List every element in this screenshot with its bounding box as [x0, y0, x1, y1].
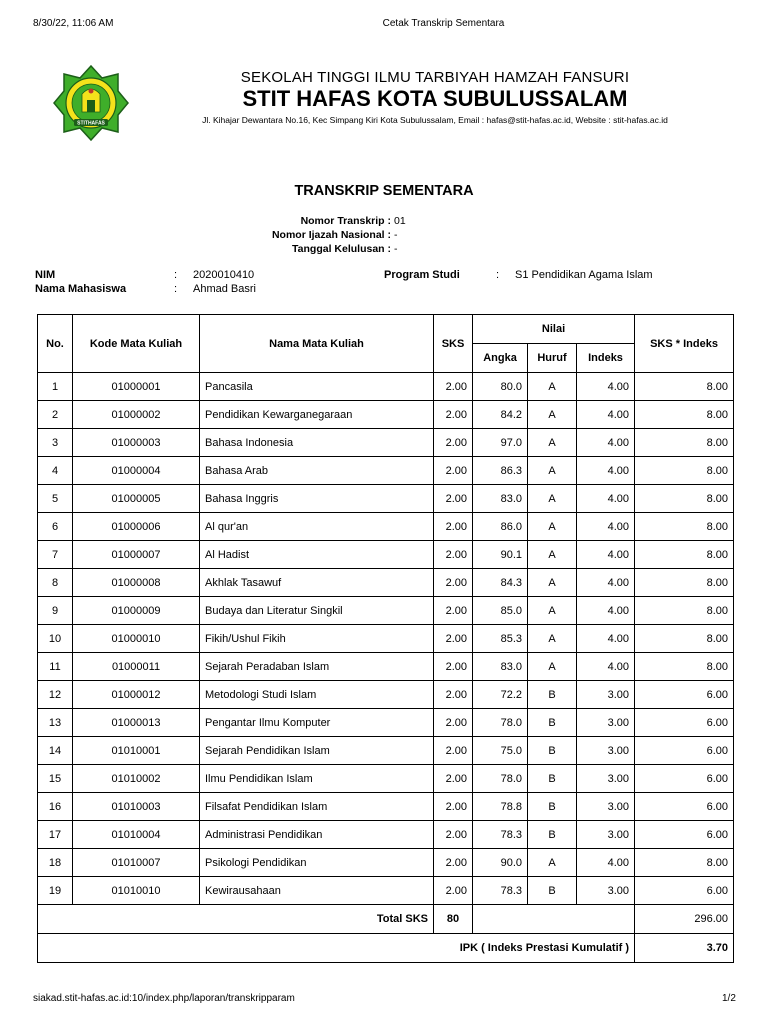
row-sks: 2.00: [434, 849, 473, 877]
row-no: 8: [38, 569, 73, 597]
row-no: 12: [38, 681, 73, 709]
row-angka: 78.8: [473, 793, 528, 821]
header-sks: SKS: [434, 315, 473, 373]
grades-table: [37, 314, 734, 963]
row-indeks: 4.00: [577, 513, 635, 541]
row-course-code: 01010004: [73, 821, 200, 849]
row-no: 7: [38, 541, 73, 569]
row-sks: 2.00: [434, 765, 473, 793]
program-label: Program Studi: [384, 269, 460, 281]
row-indeks: 3.00: [577, 821, 635, 849]
document-title: TRANSKRIP SEMENTARA: [294, 183, 474, 199]
transcript-number-value: 01: [394, 215, 406, 227]
graduation-date-value: -: [394, 243, 398, 255]
row-angka: 78.3: [473, 877, 528, 905]
row-huruf: A: [528, 597, 577, 625]
row-course-name: Al qur'an: [200, 513, 434, 541]
row-huruf: B: [528, 709, 577, 737]
row-angka: 84.3: [473, 569, 528, 597]
row-sks: 2.00: [434, 513, 473, 541]
table-row: [38, 429, 734, 457]
row-course-name: Administrasi Pendidikan: [200, 821, 434, 849]
table-row: [38, 709, 734, 737]
row-sks-index: 8.00: [635, 625, 734, 653]
transcript-number-label: Nomor Transkrip :: [300, 215, 391, 227]
row-no: 14: [38, 737, 73, 765]
row-sks: 2.00: [434, 485, 473, 513]
row-sks: 2.00: [434, 401, 473, 429]
row-huruf: A: [528, 457, 577, 485]
row-sks: 2.00: [434, 681, 473, 709]
row-course-code: 01000012: [73, 681, 200, 709]
header-course-name: Nama Mata Kuliah: [200, 315, 434, 373]
header-no: No.: [38, 315, 73, 373]
row-course-name: Sejarah Pendidikan Islam: [200, 737, 434, 765]
table-row: [38, 653, 734, 681]
row-no: 10: [38, 625, 73, 653]
row-course-name: Filsafat Pendidikan Islam: [200, 793, 434, 821]
row-course-name: Bahasa Indonesia: [200, 429, 434, 457]
ipk-value: 3.70: [635, 934, 734, 963]
row-course-code: 01000004: [73, 457, 200, 485]
row-course-name: Pendidikan Kewarganegaraan: [200, 401, 434, 429]
row-course-code: 01000009: [73, 597, 200, 625]
table-row: [38, 793, 734, 821]
table-row: [38, 485, 734, 513]
print-url: siakad.stit-hafas.ac.id:10/index.php/laporan/transkripparam: [33, 993, 295, 1004]
row-no: 13: [38, 709, 73, 737]
row-indeks: 3.00: [577, 793, 635, 821]
row-course-code: 01010010: [73, 877, 200, 905]
row-course-code: 01010003: [73, 793, 200, 821]
row-angka: 86.0: [473, 513, 528, 541]
row-huruf: B: [528, 765, 577, 793]
nim-label: NIM: [35, 269, 56, 281]
row-indeks: 4.00: [577, 429, 635, 457]
row-sks-index: 6.00: [635, 765, 734, 793]
row-no: 3: [38, 429, 73, 457]
row-course-name: Pengantar Ilmu Komputer: [200, 709, 434, 737]
row-huruf: B: [528, 737, 577, 765]
row-sks: 2.00: [434, 373, 473, 401]
row-no: 5: [38, 485, 73, 513]
row-huruf: A: [528, 373, 577, 401]
row-course-name: Akhlak Tasawuf: [200, 569, 434, 597]
row-sks: 2.00: [434, 877, 473, 905]
row-course-code: 01010001: [73, 737, 200, 765]
row-angka: 78.0: [473, 709, 528, 737]
row-sks: 2.00: [434, 429, 473, 457]
row-angka: 85.0: [473, 597, 528, 625]
row-angka: 78.3: [473, 821, 528, 849]
row-sks: 2.00: [434, 793, 473, 821]
nim-value: 2020010410: [193, 269, 255, 281]
row-sks-index: 6.00: [635, 737, 734, 765]
student-name-value: Ahmad Basri: [193, 283, 256, 295]
print-datetime: 8/30/22, 11:06 AM: [33, 18, 114, 29]
table-row: [38, 877, 734, 905]
row-sks: 2.00: [434, 653, 473, 681]
row-angka: 90.0: [473, 849, 528, 877]
table-row: [38, 401, 734, 429]
row-angka: 90.1: [473, 541, 528, 569]
row-angka: 83.0: [473, 653, 528, 681]
row-indeks: 4.00: [577, 457, 635, 485]
row-indeks: 3.00: [577, 877, 635, 905]
row-no: 16: [38, 793, 73, 821]
table-row: [38, 569, 734, 597]
row-course-name: Al Hadist: [200, 541, 434, 569]
row-course-name: Bahasa Arab: [200, 457, 434, 485]
row-course-code: 01000005: [73, 485, 200, 513]
row-course-code: 01010002: [73, 765, 200, 793]
header-indeks: Indeks: [577, 344, 635, 373]
row-course-code: 01000006: [73, 513, 200, 541]
row-no: 1: [38, 373, 73, 401]
diploma-number-value: -: [394, 229, 398, 241]
row-course-code: 01000003: [73, 429, 200, 457]
row-sks-index: 8.00: [635, 429, 734, 457]
nim-separator: :: [174, 269, 178, 281]
row-sks: 2.00: [434, 597, 473, 625]
row-course-code: 01000001: [73, 373, 200, 401]
row-sks-index: 6.00: [635, 793, 734, 821]
row-no: 4: [38, 457, 73, 485]
row-no: 15: [38, 765, 73, 793]
row-sks-index: 8.00: [635, 513, 734, 541]
row-no: 2: [38, 401, 73, 429]
row-angka: 72.2: [473, 681, 528, 709]
row-indeks: 4.00: [577, 653, 635, 681]
school-address: Jl. Kihajar Dewantara No.16, Kec Simpang Kiri Kota Subulussalam, Email : hafas@stit-hafas.ac.id, Website : stit-hafas.ac.id: [202, 115, 668, 125]
table-row: [38, 597, 734, 625]
school-short-name: STIT HAFAS KOTA SUBULUSSALAM: [242, 86, 628, 111]
table-row: [38, 849, 734, 877]
row-indeks: 3.00: [577, 709, 635, 737]
row-sks: 2.00: [434, 821, 473, 849]
row-course-name: Fikih/Ushul Fikih: [200, 625, 434, 653]
total-sks-label: Total SKS: [38, 905, 434, 934]
row-sks-index: 8.00: [635, 849, 734, 877]
row-huruf: A: [528, 429, 577, 457]
row-no: 9: [38, 597, 73, 625]
row-course-name: Budaya dan Literatur Singkil: [200, 597, 434, 625]
row-huruf: B: [528, 821, 577, 849]
table-row: [38, 737, 734, 765]
row-sks-index: 8.00: [635, 401, 734, 429]
header-course-code: Kode Mata Kuliah: [73, 315, 200, 373]
row-sks-index: 8.00: [635, 373, 734, 401]
row-huruf: A: [528, 653, 577, 681]
row-sks: 2.00: [434, 625, 473, 653]
graduation-date-label: Tanggal Kelulusan :: [292, 243, 391, 255]
row-course-name: Psikologi Pendidikan: [200, 849, 434, 877]
student-name-separator: :: [174, 283, 178, 295]
total-sks-blank: [473, 905, 635, 934]
row-huruf: A: [528, 401, 577, 429]
grade-rows: [38, 373, 734, 905]
row-angka: 78.0: [473, 765, 528, 793]
row-course-name: Metodologi Studi Islam: [200, 681, 434, 709]
print-page-title: Cetak Transkrip Sementara: [382, 18, 505, 29]
header-sks-index: SKS * Indeks: [635, 315, 734, 373]
program-separator: :: [496, 269, 500, 281]
row-sks-index: 8.00: [635, 457, 734, 485]
row-indeks: 4.00: [577, 373, 635, 401]
table-row: [38, 821, 734, 849]
total-sks-value: 80: [434, 905, 473, 934]
row-angka: 75.0: [473, 737, 528, 765]
row-angka: 84.2: [473, 401, 528, 429]
header-huruf: Huruf: [528, 344, 577, 373]
row-angka: 85.3: [473, 625, 528, 653]
row-angka: 86.3: [473, 457, 528, 485]
row-course-code: 01000007: [73, 541, 200, 569]
ipk-label: IPK ( Indeks Prestasi Kumulatif ): [38, 934, 635, 963]
row-course-name: Ilmu Pendidikan Islam: [200, 765, 434, 793]
row-indeks: 4.00: [577, 569, 635, 597]
row-sks-index: 8.00: [635, 597, 734, 625]
print-page-number: 1/2: [722, 993, 736, 1004]
student-name-label: Nama Mahasiswa: [35, 283, 127, 295]
row-course-code: 01000002: [73, 401, 200, 429]
row-course-code: 01000008: [73, 569, 200, 597]
row-course-name: Bahasa Inggris: [200, 485, 434, 513]
table-row: [38, 373, 734, 401]
row-no: 6: [38, 513, 73, 541]
row-sks-index: 6.00: [635, 709, 734, 737]
table-row: [38, 457, 734, 485]
row-angka: 83.0: [473, 485, 528, 513]
row-huruf: A: [528, 625, 577, 653]
row-indeks: 4.00: [577, 401, 635, 429]
row-huruf: B: [528, 793, 577, 821]
row-sks-index: 6.00: [635, 681, 734, 709]
total-sks-row: [38, 905, 734, 934]
row-course-code: 01000011: [73, 653, 200, 681]
row-sks-index: 6.00: [635, 877, 734, 905]
row-sks: 2.00: [434, 457, 473, 485]
row-course-code: 01000013: [73, 709, 200, 737]
row-huruf: A: [528, 541, 577, 569]
row-sks: 2.00: [434, 709, 473, 737]
row-sks-index: 8.00: [635, 485, 734, 513]
row-course-code: 01010007: [73, 849, 200, 877]
row-no: 19: [38, 877, 73, 905]
table-row: [38, 541, 734, 569]
row-huruf: B: [528, 681, 577, 709]
header-nilai: Nilai: [473, 315, 635, 344]
row-sks: 2.00: [434, 541, 473, 569]
row-no: 18: [38, 849, 73, 877]
row-indeks: 4.00: [577, 541, 635, 569]
row-sks-index: 8.00: [635, 569, 734, 597]
row-indeks: 3.00: [577, 681, 635, 709]
row-no: 17: [38, 821, 73, 849]
ipk-row: [38, 934, 734, 963]
row-indeks: 4.00: [577, 849, 635, 877]
row-sks-index: 6.00: [635, 821, 734, 849]
row-huruf: A: [528, 513, 577, 541]
row-huruf: A: [528, 569, 577, 597]
school-logo-icon: [52, 64, 130, 142]
row-angka: 97.0: [473, 429, 528, 457]
logo-text: STITHAFAS: [77, 120, 105, 127]
row-sks: 2.00: [434, 569, 473, 597]
row-indeks: 4.00: [577, 485, 635, 513]
table-row: [38, 681, 734, 709]
row-sks-index: 8.00: [635, 653, 734, 681]
row-course-name: Pancasila: [200, 373, 434, 401]
row-sks-index: 8.00: [635, 541, 734, 569]
header-angka: Angka: [473, 344, 528, 373]
table-row: [38, 513, 734, 541]
table-row: [38, 625, 734, 653]
row-no: 11: [38, 653, 73, 681]
school-name: SEKOLAH TINGGI ILMU TARBIYAH HAMZAH FANSURI: [240, 69, 630, 86]
row-course-code: 01000010: [73, 625, 200, 653]
row-indeks: 4.00: [577, 625, 635, 653]
row-indeks: 3.00: [577, 765, 635, 793]
row-huruf: B: [528, 877, 577, 905]
row-sks: 2.00: [434, 737, 473, 765]
row-indeks: 3.00: [577, 737, 635, 765]
row-huruf: A: [528, 849, 577, 877]
diploma-number-label: Nomor Ijazah Nasional :: [271, 229, 391, 241]
table-row: [38, 765, 734, 793]
program-value: S1 Pendidikan Agama Islam: [515, 269, 653, 281]
row-angka: 80.0: [473, 373, 528, 401]
row-indeks: 4.00: [577, 597, 635, 625]
row-course-name: Kewirausahaan: [200, 877, 434, 905]
total-points-value: 296.00: [635, 905, 734, 934]
row-course-name: Sejarah Peradaban Islam: [200, 653, 434, 681]
row-huruf: A: [528, 485, 577, 513]
